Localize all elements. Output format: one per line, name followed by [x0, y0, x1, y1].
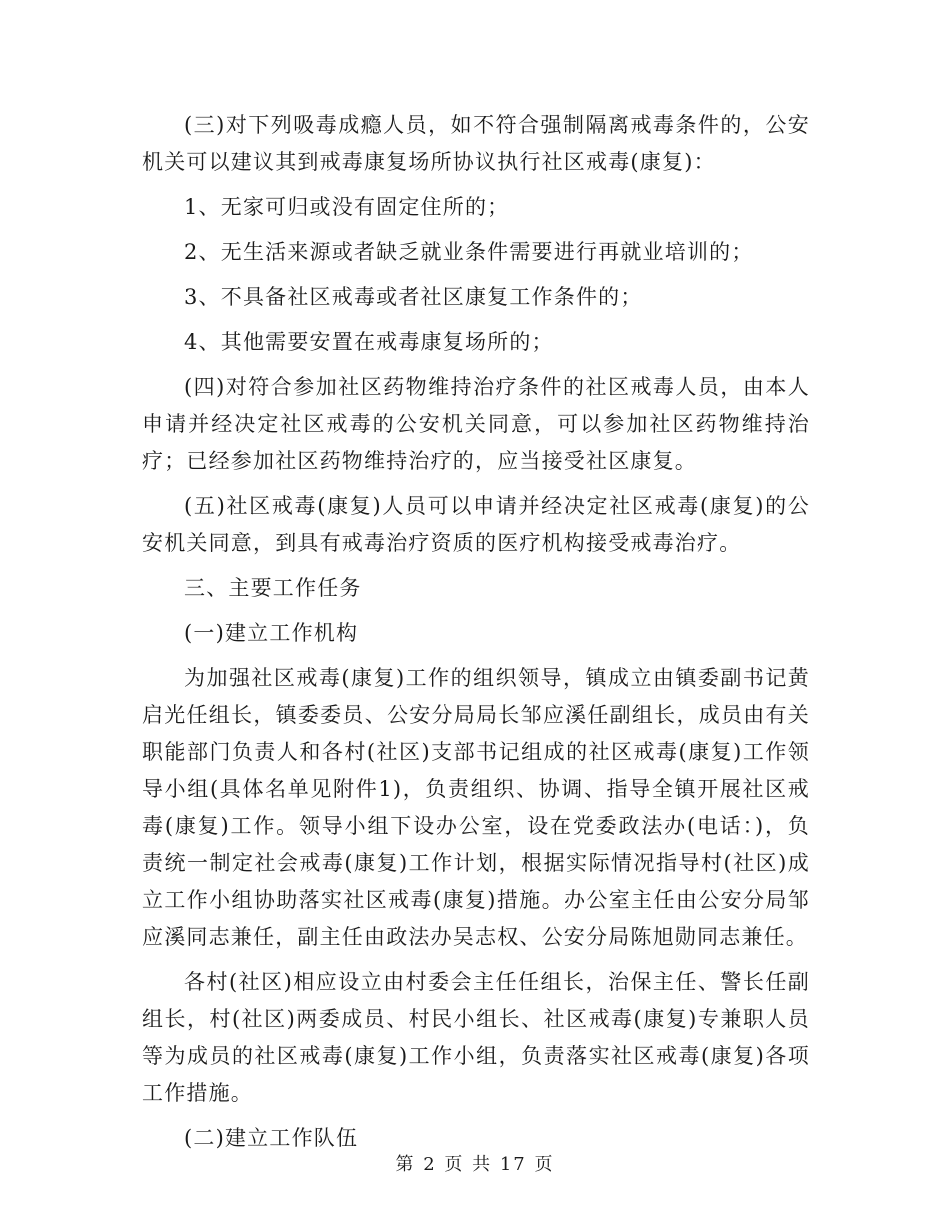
page-number-footer: 第 2 页 共 17 页 — [395, 1154, 555, 1175]
section-heading: 三、主要工作任务 — [184, 576, 362, 600]
paragraph-4: 3、不具备社区戒毒或者社区康复工作条件的； — [184, 285, 643, 309]
document-body — [142, 107, 810, 1165]
paragraph-5: 4、其他需要安置在戒毒康复场所的； — [184, 330, 554, 354]
paragraph-1: (三)对下列吸毒成瘾人员，如不符合强制隔离戒毒条件的，公安机关可以建议其到戒毒康复场所协议执行社区戒毒(康复)： — [142, 113, 810, 174]
subsection-heading-2: (二)建立工作队伍 — [184, 1126, 359, 1150]
paragraph-2: 1、无家可归或没有固定住所的； — [184, 195, 510, 219]
paragraph-9: 各村(社区)相应设立由村委会主任任组长，治保主任、警长任副组长，村(社区)两委成员、村民小组长、社区戒毒(康复)专兼职人员等为成员的社区戒毒(康复)工作小组，负责落实社区戒毒(康复)各项工作措施。 — [142, 970, 810, 1105]
paragraph-3: 2、无生活来源或者缺乏就业条件需要进行再就业培训的； — [184, 240, 754, 264]
paragraph-7: (五)社区戒毒(康复)人员可以申请并经决定社区戒毒(康复)的公安机关同意，到具有戒毒治疗资质的医疗机构接受戒毒治疗。 — [142, 494, 810, 555]
paragraph-6: (四)对符合参加社区药物维持治疗条件的社区戒毒人员，由本人申请并经决定社区戒毒的公安机关同意，可以参加社区药物维持治疗；已经参加社区药物维持治疗的，应当接受社区康复。 — [142, 375, 810, 473]
subsection-heading-1: (一)建立工作机构 — [184, 621, 359, 645]
paragraph-8: 为加强社区戒毒(康复)工作的组织领导，镇成立由镇委副书记黄启光任组长，镇委委员、公安分局局长邹应溪任副组长，成员由有关职能部门负责人和各村(社区)支部书记组成的社区戒毒(康复)工作领导小组(具体名单见附件1)，负责组织、协调、指导全镇开展社区戒毒(康复)工作。领导小组下设办公室，设在党委政法办(电话：)，负责统一制定社会戒毒(康复)工作计划，根据实际情况指导村(社区)成立工作小组协助落实社区戒毒(康复)措施。办公室主任由公安分局邹应溪同志兼任，副主任由政法办吴志权、公安分局陈旭勋同志兼任。 — [142, 666, 810, 949]
